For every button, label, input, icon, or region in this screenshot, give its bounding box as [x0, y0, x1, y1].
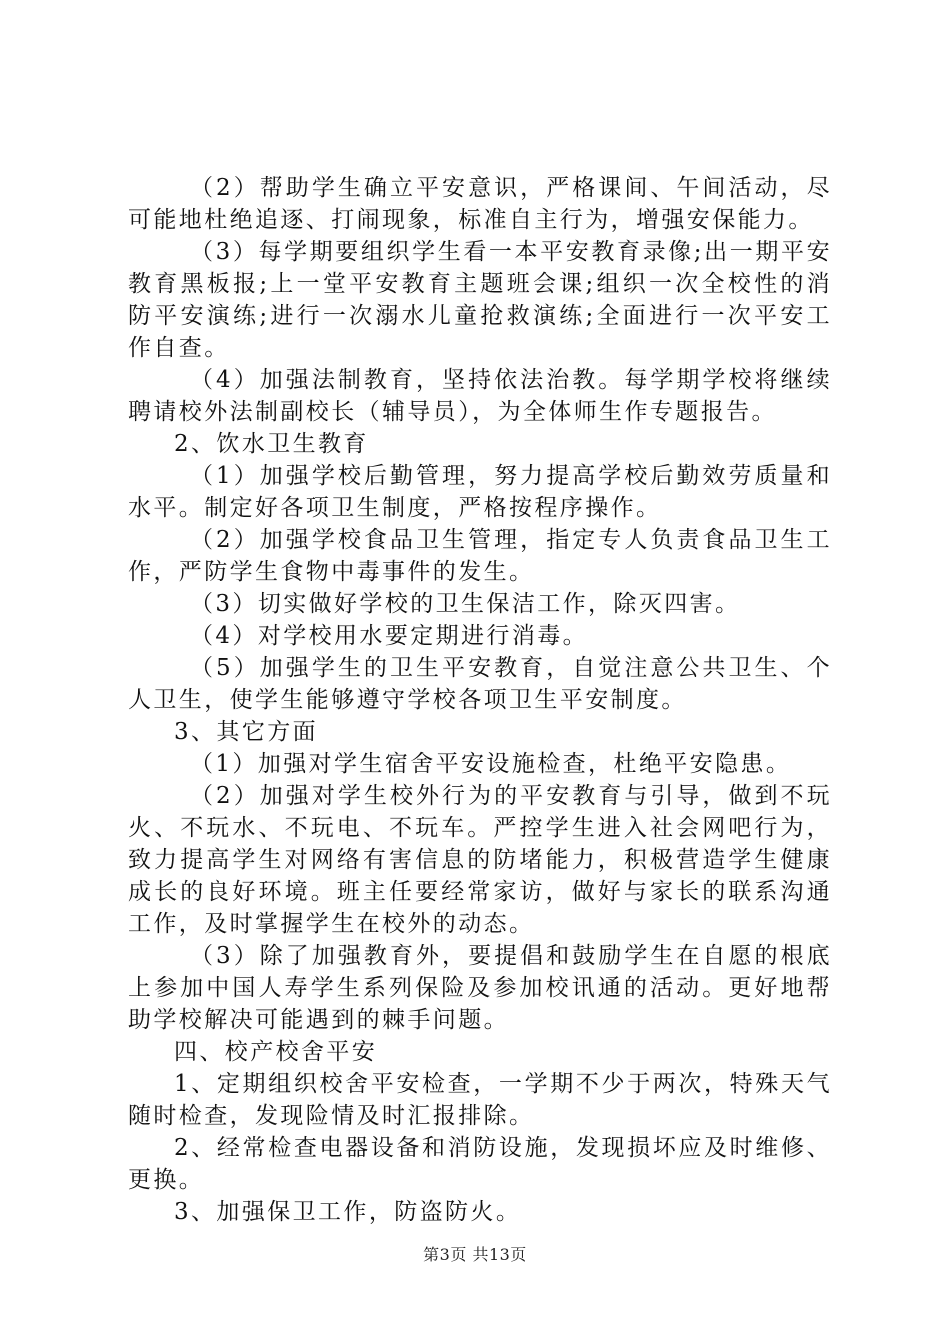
paragraph: （2）帮助学生确立平安意识，严格课间、午间活动，尽可能地杜绝追逐、打闹现象，标准自主行为，增强安保能力。 [128, 175, 832, 233]
paragraph: 1、定期组织校舍平安检查，一学期不少于两次，特殊天气随时检查，发现险情及时汇报排除。 [128, 1071, 832, 1129]
paragraph: （2）加强学校食品卫生管理，指定专人负责食品卫生工作，严防学生食物中毒事件的发生。 [128, 527, 832, 585]
section-heading: 四、校产校舍平安 [174, 1039, 378, 1065]
paragraph: （5）加强学生的卫生平安教育，自觉注意公共卫生、个人卫生，使学生能够遵守学校各项卫生平安制度。 [128, 655, 832, 713]
paragraph: （1）加强对学生宿舍平安设施检查，杜绝平安隐患。 [190, 751, 792, 777]
paragraph: （3）切实做好学校的卫生保洁工作，除灭四害。 [190, 591, 741, 617]
document-body [128, 172, 832, 1228]
section-heading: 2、饮水卫生教育 [174, 431, 369, 457]
paragraph: （3）除了加强教育外，要提倡和鼓励学生在自愿的根底上参加中国人寿学生系列保险及参加校讯通的活动。更好地帮助学校解决可能遇到的棘手问题。 [128, 943, 832, 1033]
paragraph: （2）加强对学生校外行为的平安教育与引导，做到不玩火、不玩水、不玩电、不玩车。严控学生进入社会网吧行为，致力提高学生对网络有害信息的防堵能力，积极营造学生健康成长的良好环境。班主任要经常家访，做好与家长的联系沟通工作，及时掌握学生在校外的动态。 [128, 783, 832, 937]
section-heading: 3、其它方面 [174, 719, 319, 745]
paragraph: （3）每学期要组织学生看一本平安教育录像;出一期平安教育黑板报;上一堂平安教育主题班会课;组织一次全校性的消防平安演练;进行一次溺水儿童抢救演练;全面进行一次平安工作自查。 [128, 239, 832, 361]
page-number-footer: 第3页 共13页 [423, 1245, 527, 1264]
paragraph: 2、经常检查电器设备和消防设施，发现损坏应及时维修、更换。 [128, 1135, 832, 1193]
paragraph: （4）对学校用水要定期进行消毒。 [190, 623, 589, 649]
paragraph: （1）加强学校后勤管理，努力提高学校后勤效劳质量和水平。制定好各项卫生制度，严格按程序操作。 [128, 463, 832, 521]
paragraph: 3、加强保卫工作，防盗防火。 [174, 1199, 522, 1225]
paragraph: （4）加强法制教育，坚持依法治教。每学期学校将继续聘请校外法制副校长（辅导员），为全体师生作专题报告。 [128, 367, 832, 425]
